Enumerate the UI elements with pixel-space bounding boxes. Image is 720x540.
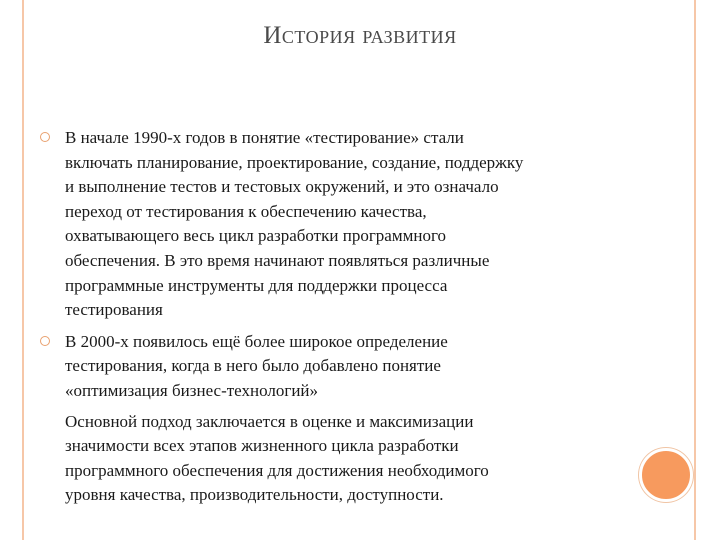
text-line: тестирования, когда в него было добавлено понятие: [65, 356, 441, 376]
text-line: «оптимизация бизнес-технологий»: [65, 380, 319, 400]
text-line: и выполнение тестов и тестовых окружений, и это означало: [65, 177, 499, 197]
text-line: В 2000-х появилось ещё более широкое определение: [65, 331, 448, 351]
decorative-circle-icon: [639, 448, 693, 502]
text-line: включать планирование, проектирование, создание, поддержку: [65, 152, 524, 172]
text-line: программного обеспечения для достижения необходимого: [65, 460, 489, 480]
slide-title: История развития: [263, 22, 457, 49]
text-line: программные инструменты для поддержки процесса: [65, 275, 448, 295]
text-line: охватывающего весь цикл разработки программного: [65, 226, 446, 246]
text-line: тестирования: [65, 300, 163, 320]
bullet-item: [40, 330, 630, 404]
text-line: обеспечения. В это время начинают появляться различные: [65, 250, 490, 270]
slide-content: [40, 126, 630, 508]
text-line: значимости всех этапов жизненного цикла разработки: [65, 436, 459, 456]
bullet-item: [40, 126, 630, 323]
circle-bullet-icon: [40, 132, 50, 142]
paragraph-item: [40, 410, 630, 508]
circle-bullet-icon: [40, 336, 50, 346]
text-line: В начале 1990-х годов в понятие «тестирование» стали: [65, 128, 464, 147]
text-line: Основной подход заключается в оценке и максимизации: [65, 411, 474, 431]
text-line: переход от тестирования к обеспечению качества,: [65, 201, 427, 221]
text-line: уровня качества, производительности, доступности.: [65, 485, 444, 505]
